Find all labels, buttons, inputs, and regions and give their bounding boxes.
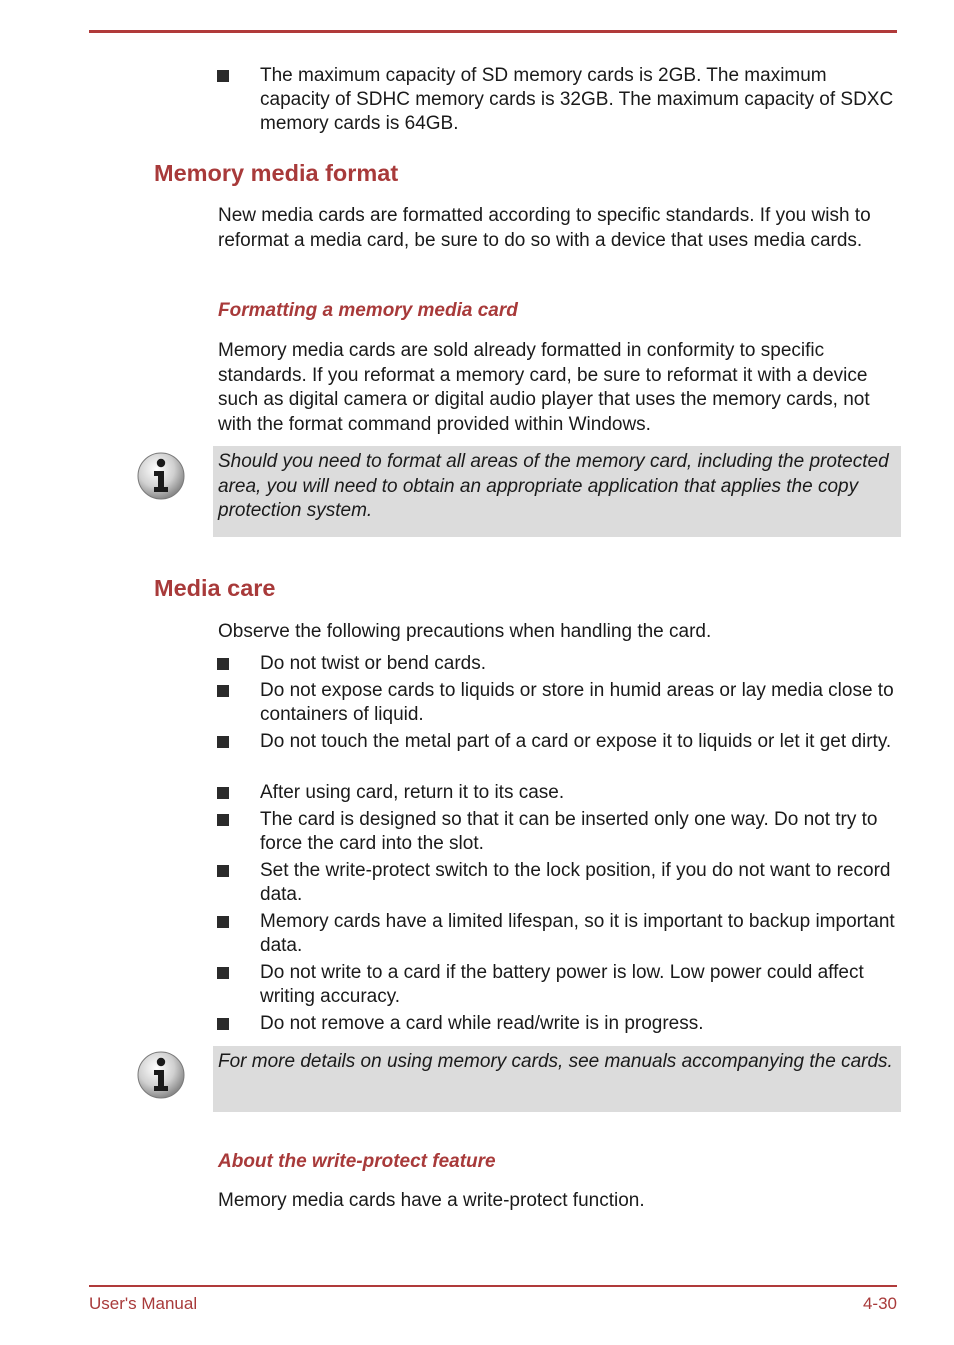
list-item-text: Do not touch the metal part of a card or expose it to liquids or let it get dirty. <box>260 731 892 752</box>
sub-paragraph: Memory media cards have a write-protect function. <box>218 1190 645 1211</box>
bullet-square-icon <box>217 658 229 670</box>
list-item-text: Do not write to a card if the battery power is low. Low power could affect writing accuracy. <box>260 962 864 1007</box>
list-item-text: After using card, return it to its case. <box>260 782 565 803</box>
list-item-text: Do not expose cards to liquids or store in humid areas or lay media close to containers of liquid. <box>260 680 894 725</box>
note-box <box>213 1046 901 1112</box>
bullet-square-icon <box>217 1018 229 1030</box>
bullet-square-icon <box>217 787 229 799</box>
list-item-text: Do not remove a card while read/write is in progress. <box>260 1013 704 1034</box>
footer-title: User's Manual <box>89 1294 198 1313</box>
bullet-square-icon <box>217 70 229 82</box>
list-item-text: The maximum capacity of SD memory cards is 2GB. The maximum capacity of SDHC memory cards is 32GB. The maximum capacity of SDXC memory cards is 64GB. <box>260 65 894 134</box>
section-heading-memory-media-format: Memory media format <box>154 160 399 186</box>
info-icon <box>135 450 187 502</box>
list-item-text: The card is designed so that it can be inserted only one way. Do not try to force the card into the slot. <box>260 809 878 854</box>
section-heading-media-care: Media care <box>154 575 276 601</box>
subheading-formatting: Formatting a memory media card <box>218 300 518 321</box>
bullet-square-icon <box>217 967 229 979</box>
sub-paragraph: Memory media cards are sold already formatted in conformity to specific standards. If you reformat a memory card, be sure to reformat it with a device such as digital camera or digital audio player that uses the memory cards, not with the format command provided within Windows. <box>218 340 870 435</box>
list-item-text: Memory cards have a limited lifespan, so it is important to backup important data. <box>260 911 895 956</box>
section-intro: Observe the following precautions when handling the card. <box>218 621 712 642</box>
bullet-square-icon <box>217 814 229 826</box>
note-text: For more details on using memory cards, see manuals accompanying the cards. <box>218 1051 893 1072</box>
info-icon <box>135 1049 187 1101</box>
bullet-square-icon <box>217 736 229 748</box>
list-item-text: Set the write-protect switch to the lock position, if you do not want to record data. <box>260 860 891 905</box>
bullet-square-icon <box>217 916 229 928</box>
subheading-write-protect: About the write-protect feature <box>218 1151 496 1172</box>
header-rule <box>89 30 897 33</box>
bullet-square-icon <box>217 685 229 697</box>
note-text: Should you need to format all areas of the memory card, including the protected area, you will need to obtain an appropriate application that applies the copy protection system. <box>218 451 889 521</box>
list-item-text: Do not twist or bend cards. <box>260 653 486 674</box>
note-box <box>213 446 901 537</box>
bullet-square-icon <box>217 865 229 877</box>
page-number: 4-30 <box>862 1294 897 1313</box>
section-paragraph: New media cards are formatted according to specific standards. If you wish to reformat a media card, be sure to do so with a device that uses media cards. <box>218 205 871 251</box>
footer-rule <box>89 1285 897 1287</box>
